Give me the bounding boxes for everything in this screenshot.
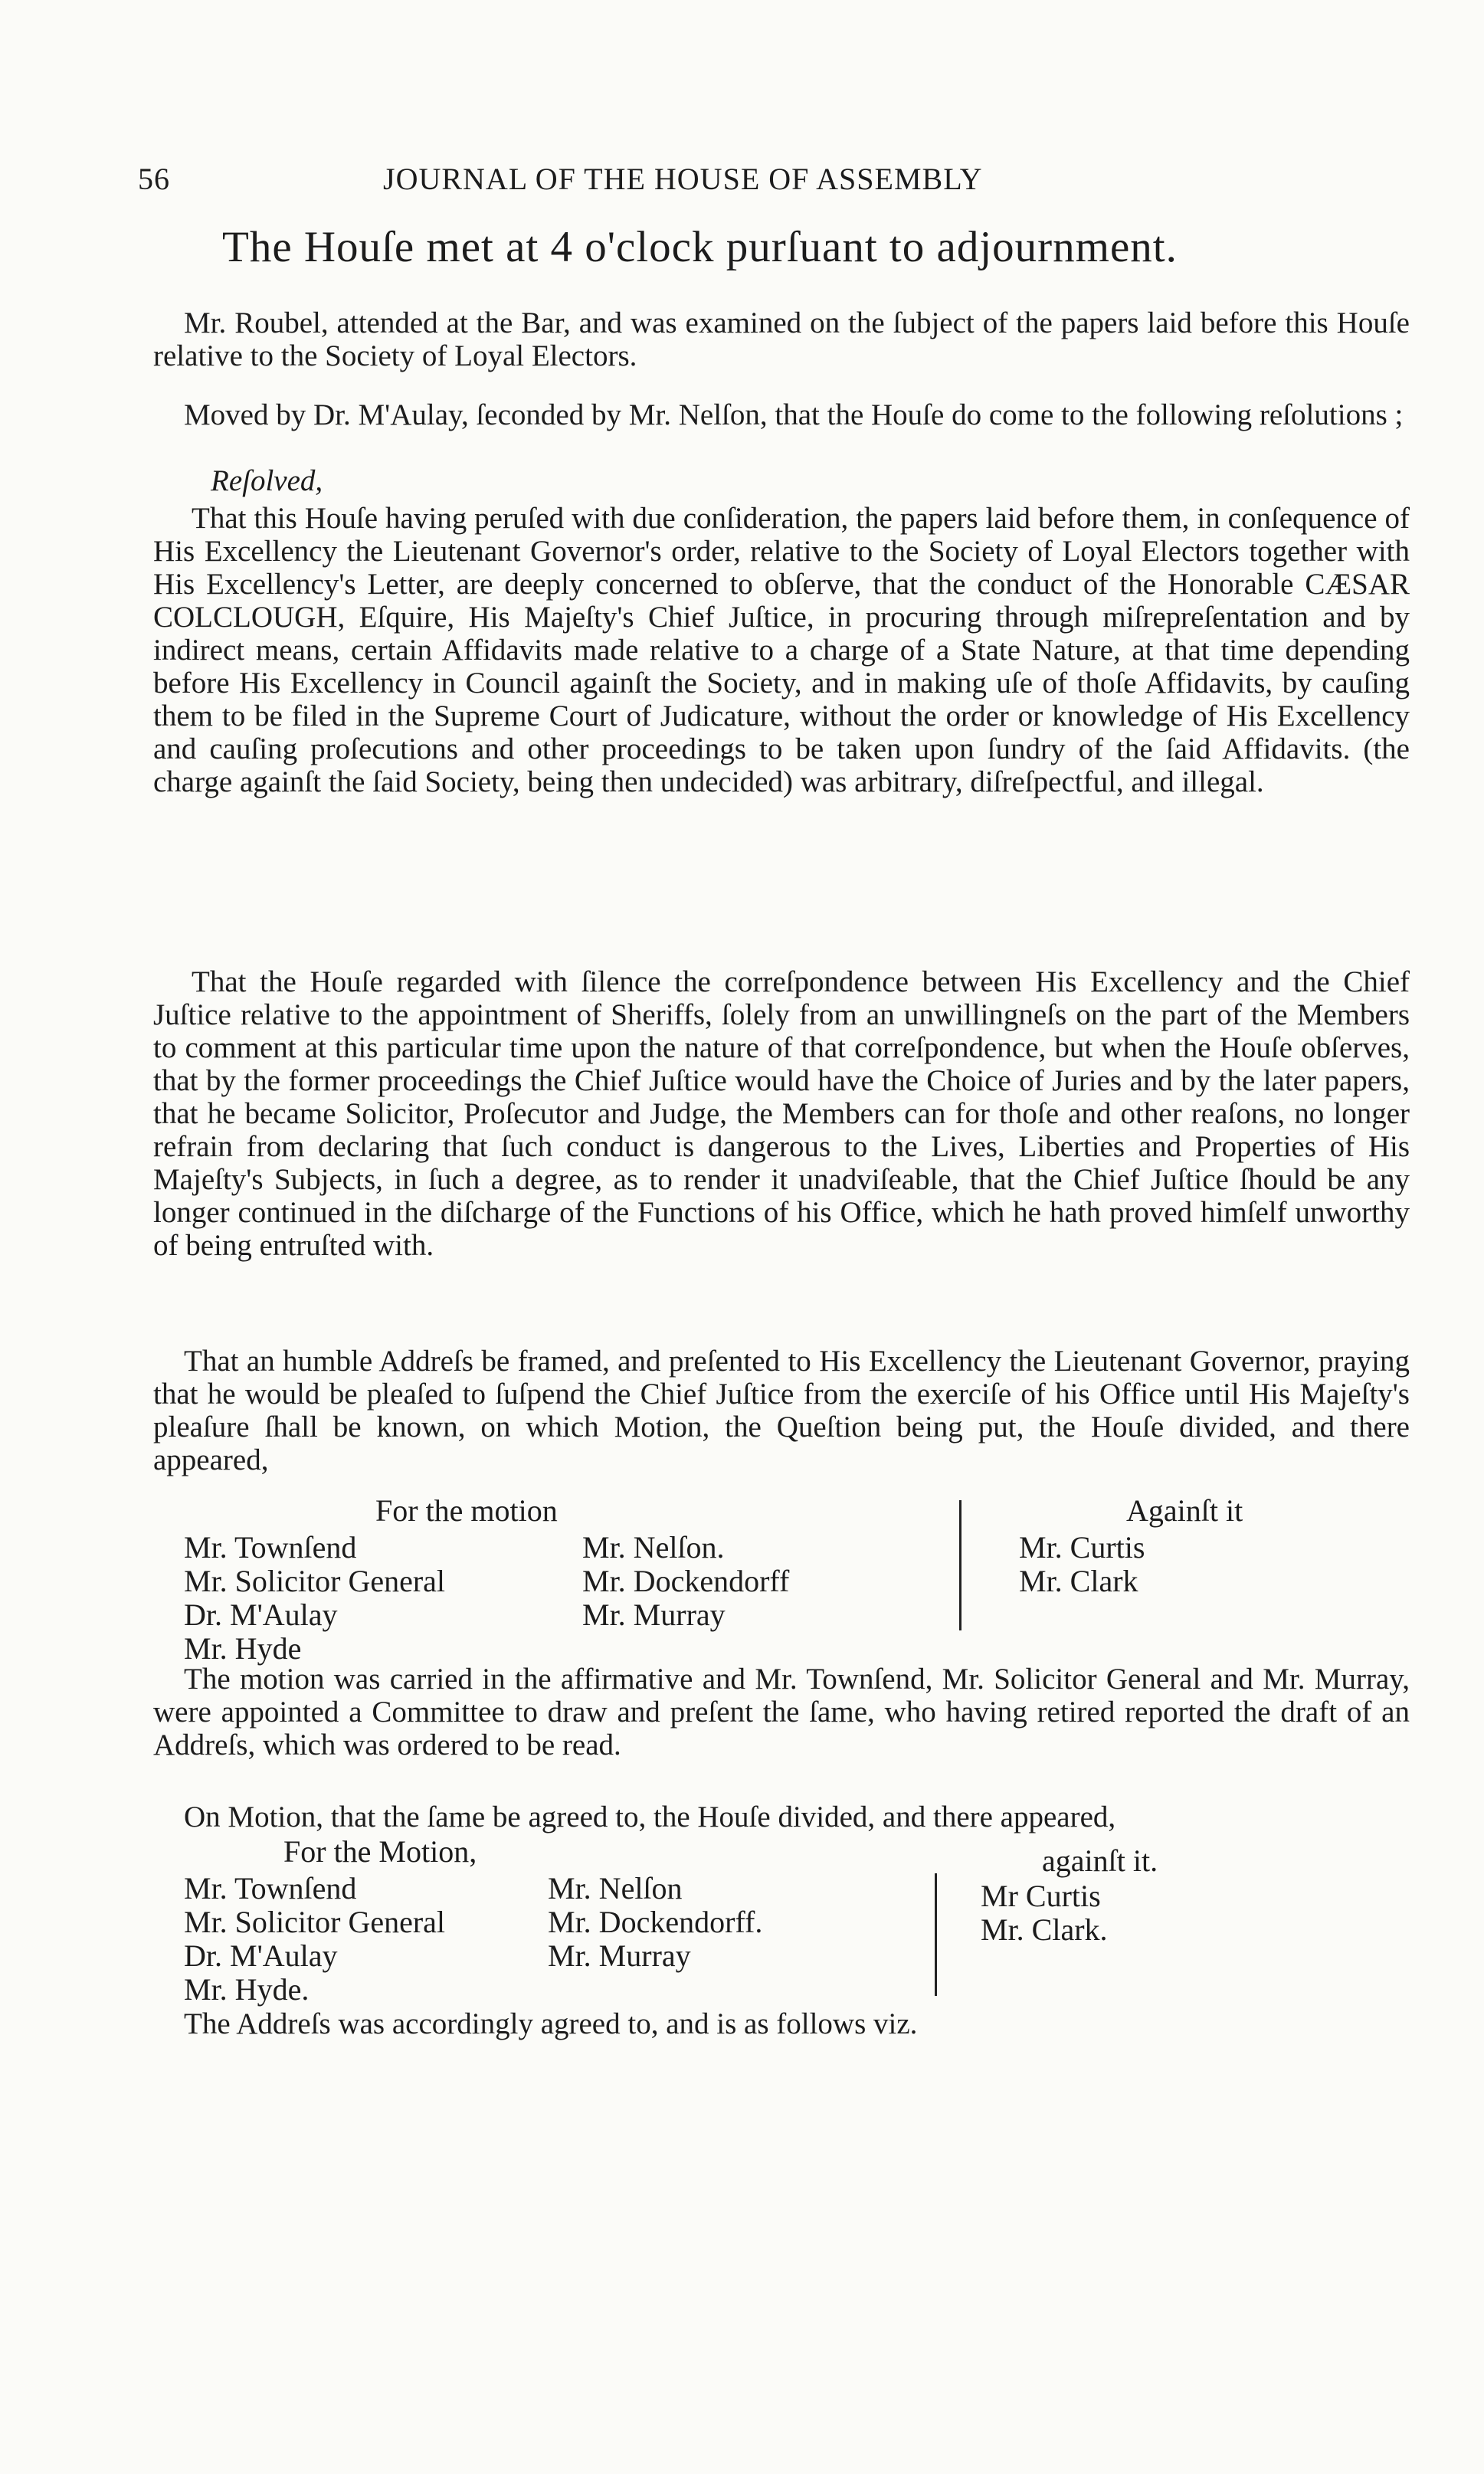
member-name: Mr. Hyde [184,1631,302,1666]
for-heading: For the motion [375,1493,558,1528]
member-name: Mr. Solicitor General [184,1564,446,1598]
against-members [1019,1531,1145,1598]
against-heading: againſt it. [1042,1843,1158,1878]
against-members [981,1879,1108,1947]
member-name: Mr. Murray [582,1597,726,1632]
division-list-second [153,1834,1410,2007]
member-name: Dr. M'Aulay [184,1938,338,1973]
member-name: Mr. Nelſon. [582,1530,725,1565]
for-members-col2 [548,1872,762,1973]
member-name: Mr. Hyde. [184,1972,310,2007]
resolution-address: That an humble Addreſs be framed, and preſented to His Excellency the Lieutenant Governor, praying that he would be pleaſed to ſuſpend the Chief Juſtice from the exerciſe of his Office until His Majeſty's pleaſure ſhall be known, on which Motion, the Queſtion being put, the Houſe divided, and there appeared, [153,1345,1410,1476]
member-name: Mr. Clark [1019,1564,1138,1598]
member-name: Mr. Townſend [184,1530,357,1565]
resolution-second: That the Houſe regarded with ſilence the correſpondence between His Excellency and the Chief Juſtice relative to the appointment of Sheriffs, ſolely from an unwillingneſs on the part of the Members to comment at this particular time upon the nature of that correſpondence, but when the Houſe obſerves, that by the former proceedings the Chief Juſtice would have the Choice of Juries and by the later papers, that he became Solicitor, Proſecutor and Judge, the Members can for thoſe and other reaſons, no longer refrain from declaring that ſuch conduct is dangerous to the Lives, Liberties and Properties of His Majeſty's Subjects, in ſuch a degree, as to render it unadviſeable, that the Chief Juſtice ſhould be any longer continued in the diſcharge of the Functions of his Office, which he hath proved himſelf unworthy of being entruſted with. [153,965,1410,1262]
running-header [138,161,1410,207]
resolved-label: Reſolved, [211,464,323,497]
paragraph-motion: Moved by Dr. M'Aulay, ſeconded by Mr. Nelſon, that the Houſe do come to the following reſolutions ; [184,398,1404,431]
member-name: Mr. Townſend [184,1871,357,1905]
session-heading: The Houſe met at 4 o'clock purſuant to adjournment. [222,223,1178,271]
member-name: Dr. M'Aulay [184,1597,338,1632]
column-divider [935,1873,937,1996]
member-name: Mr. Murray [548,1938,691,1973]
member-name: Mr. Clark. [981,1912,1108,1947]
paragraph-address-agreed: The Addreſs was accordingly agreed to, and is as follows viz. [184,2007,918,2040]
for-members-col1 [184,1531,445,1666]
member-name: Mr Curtis [981,1879,1101,1913]
member-name: Mr. Nelſon [548,1871,683,1905]
for-members-col2 [582,1531,789,1632]
member-name: Mr. Dockendorff [582,1564,790,1598]
page-number: 56 [138,162,170,196]
paragraph-examination: Mr. Roubel, attended at the Bar, and was examined on the ſubject of the papers laid before this Houſe relative to the Society of Loyal Electors. [153,306,1410,372]
column-divider [959,1500,961,1630]
member-name: Mr. Solicitor General [184,1905,446,1939]
journal-title: JOURNAL OF THE HOUSE OF ASSEMBLY [383,162,983,196]
paragraph-second-motion: On Motion, that the ſame be agreed to, the Houſe divided, and there appeared, [184,1801,1116,1833]
resolution-first: That this Houſe having peruſed with due conſideration, the papers laid before them, in conſequence of His Excellency the Lieutenant Governor's order, relative to the Society of Loyal Electors together with His Excellency's Letter, are deeply concerned to obſerve, that the conduct of the Honorable CÆSAR COLCLOUGH, Eſquire, His Majeſty's Chief Juſtice, in procuring through miſrepreſentation and by indirect means, certain Affidavits made relative to a charge of a State Nature, at that time depending before His Excellency in Council againſt the Society, and in making uſe of thoſe Affidavits, by cauſing them to be filed in the Supreme Court of Judicature, without the order or knowledge of His Excellency and cauſing proſecutions and other proceedings to be taken upon ſundry of the ſaid Affidavits. (the charge againſt the ſaid Society, being then undecided) was arbitrary, diſreſpectful, and illegal. [153,502,1410,798]
paragraph-committee: The motion was carried in the affirmative and Mr. Townſend, Mr. Solicitor General and Mr. Murray, were appointed a Committee to draw and preſent the ſame, who having retired reported the draft of an Addreſs, which was ordered to be read. [153,1663,1410,1761]
for-heading: For the Motion, [283,1834,477,1869]
for-members-col1 [184,1872,445,2007]
member-name: Mr. Dockendorff. [548,1905,763,1939]
against-heading: Againſt it [1126,1493,1243,1528]
member-name: Mr. Curtis [1019,1530,1145,1565]
division-list-first [153,1493,1410,1666]
